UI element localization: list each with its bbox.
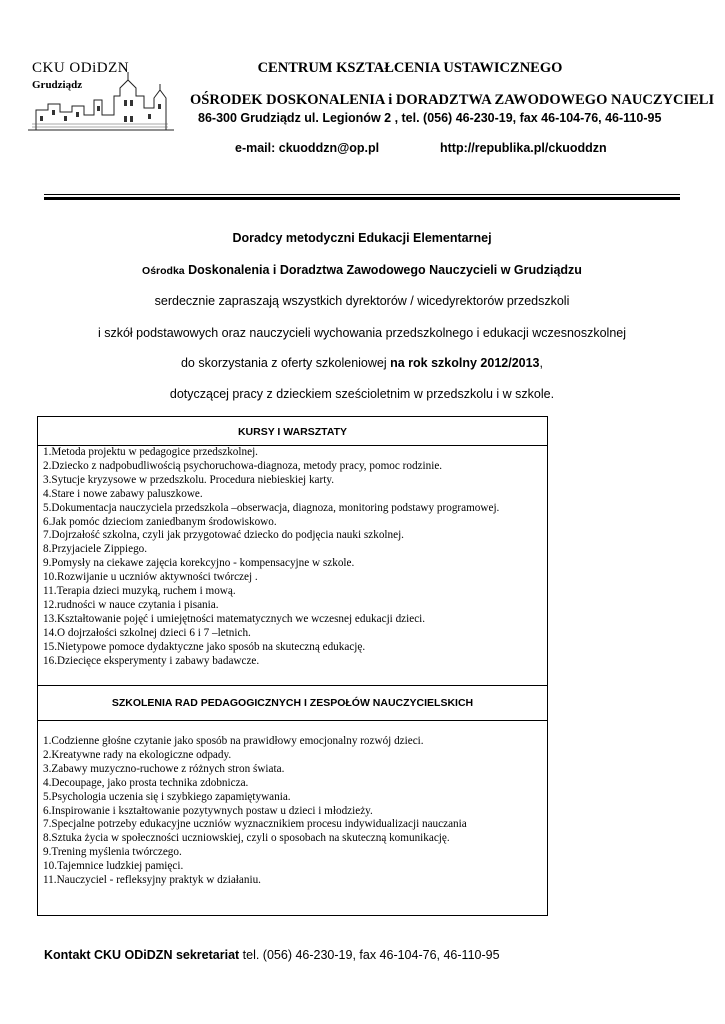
list-item: 1.Metoda projektu w pedagogice przedszkolnej.: [43, 446, 258, 458]
header-divider-thin: [44, 194, 680, 195]
logo: [28, 60, 174, 134]
list-item: 11.Terapia dzieci muzyką, ruchem i mową.: [43, 585, 236, 598]
list-item: 7.Dojrzałość szkolna, czyli jak przygotować dziecko do podjęcia nauki szkolnej.: [43, 529, 404, 542]
intro-institution-prefix: Ośrodka: [142, 265, 185, 277]
table-divider: [38, 685, 547, 686]
list-item: 6.Inspirowanie i kształtowanie pozytywnych postaw u dzieci i młodzieży.: [43, 804, 373, 817]
list-item: 6.Jak pomóc dzieciom zaniedbanym środowiskowo.: [43, 515, 277, 528]
intro-school-year: na rok szkolny 2012/2013: [390, 356, 540, 370]
header-divider-thick: [44, 197, 680, 200]
list-item: 5.Dokumentacja nauczyciela przedszkola –obserwacja, diagnoza, monitoring podstawy programowej.: [43, 501, 500, 514]
intro-heading: Doradcy metodyczni Edukacji Elementarnej: [232, 231, 492, 245]
intro-invitation: serdecznie zapraszają wszystkich dyrektorów / wicedyrektorów przedszkoli: [154, 294, 570, 308]
website-link[interactable]: http://republika.pl/ckuoddzn: [440, 141, 607, 155]
list-item: 15.Nietypowe pomoce dydaktyczne jako sposób na skuteczną edukację.: [43, 640, 366, 653]
logo-title: CKU ODiDZN: [32, 60, 130, 76]
list-item: 14.O dojrzałości szkolnej dzieci 6 i 7 –letnich.: [43, 626, 251, 639]
list-item: 16.Dziecięce eksperymenty i zabawy badawcze.: [43, 654, 260, 667]
list-item: 5.Psychologia uczenia się i szybkiego zapamiętywania.: [43, 790, 291, 803]
section-trainings-title: SZKOLENIA RAD PEDAGOGICZNYCH I ZESPOŁÓW NAUCZYCIELSKICH: [111, 697, 474, 709]
email-link[interactable]: e-mail: ckuoddzn@op.pl: [235, 141, 380, 155]
list-item: 8.Sztuka życia w społeczności uczniowskiej, czyli o sposobach na skuteczną komunikację.: [43, 832, 450, 845]
list-item: 10.Rozwijanie u uczniów aktywności twórczej .: [43, 571, 258, 584]
section-courses-title: KURSY I WARSZTATY: [237, 426, 348, 438]
footer-contact: [44, 948, 500, 962]
offer-table: [37, 416, 548, 916]
odidzn-name: OŚRODEK DOSKONALENIA i DORADZTWA ZAWODOWEGO NAUCZYCIELI: [190, 92, 715, 108]
list-item: 3.Sytucje kryzysowe w przedszkolu. Procedura niebieskiej karty.: [43, 473, 334, 486]
logo-city: Grudziądz: [32, 79, 83, 91]
list-item: 9.Pomysły na ciekawe zajęcia korekcyjno - kompensacyjne w szkole.: [43, 557, 355, 570]
intro-institution: [60, 263, 664, 277]
intro-topic: dotyczącej pracy z dzieckiem sześcioletnim w przedszkolu i w szkole.: [169, 387, 555, 401]
list-item: 4.Stare i nowe zabawy paluszkowe.: [43, 487, 203, 500]
center-name: CENTRUM KSZTAŁCENIA USTAWICZNEGO: [257, 60, 563, 76]
list-item: 10.Tajemnice ludzkiej pamięci.: [43, 860, 184, 873]
footer-label: Kontakt CKU ODiDZN sekretariat: [44, 948, 240, 962]
intro-offer-punct: ,: [539, 356, 543, 370]
list-item: 2.Dziecko z nadpobudliwością psychoruchowa-diagnoza, metody pracy, pomoc rodzinie.: [43, 459, 443, 472]
list-item: 1.Codzienne głośne czytanie jako sposób na prawidłowy emocjonalny rozwój dzieci.: [43, 735, 424, 747]
intro-institution-name: Doskonalenia i Doradztwa Zawodowego Nauczycieli w Grudziądzu: [188, 263, 582, 277]
list-item: 2.Kreatywne rady na ekologiczne odpady.: [43, 748, 232, 761]
list-item: 7.Specjalne potrzeby edukacyjne uczniów wyznacznikiem procesu indywidualizacji nauczania: [43, 818, 467, 831]
list-item: 11.Nauczyciel - refleksyjny praktyk w działaniu.: [43, 874, 261, 887]
footer-phone-fax: tel. (056) 46-230-19, fax 46-104-76, 46-110-95: [239, 948, 500, 962]
list-item: 12.rudności w nauce czytania i pisania.: [43, 598, 219, 611]
intro-audience: i szkół podstawowych oraz nauczycieli wychowania przedszkolnego i edukacji wczesnoszkolnej: [97, 326, 627, 340]
intro-offer-text: do skorzystania z oferty szkoleniowej: [180, 356, 391, 370]
list-item: 4.Decoupage, jako prosta technika zdobnicza.: [43, 776, 249, 789]
table-divider: [38, 720, 547, 721]
address: 86-300 Grudziądz ul. Legionów 2 , tel. (056) 46-230-19, fax 46-104-76, 46-110-95: [198, 111, 662, 125]
courses-list: [43, 446, 499, 669]
list-item: 13.Kształtowanie pojęć i umiejętności matematycznych we wczesnej edukacji dzieci.: [43, 612, 426, 625]
trainings-list: [43, 735, 467, 888]
list-item: 9.Trening myślenia twórczego.: [43, 846, 182, 859]
list-item: 8.Przyjaciele Zippiego.: [43, 543, 148, 556]
list-item: 3.Zabawy muzyczno-ruchowe z różnych stron świata.: [43, 762, 285, 775]
intro-offer: [60, 356, 664, 370]
